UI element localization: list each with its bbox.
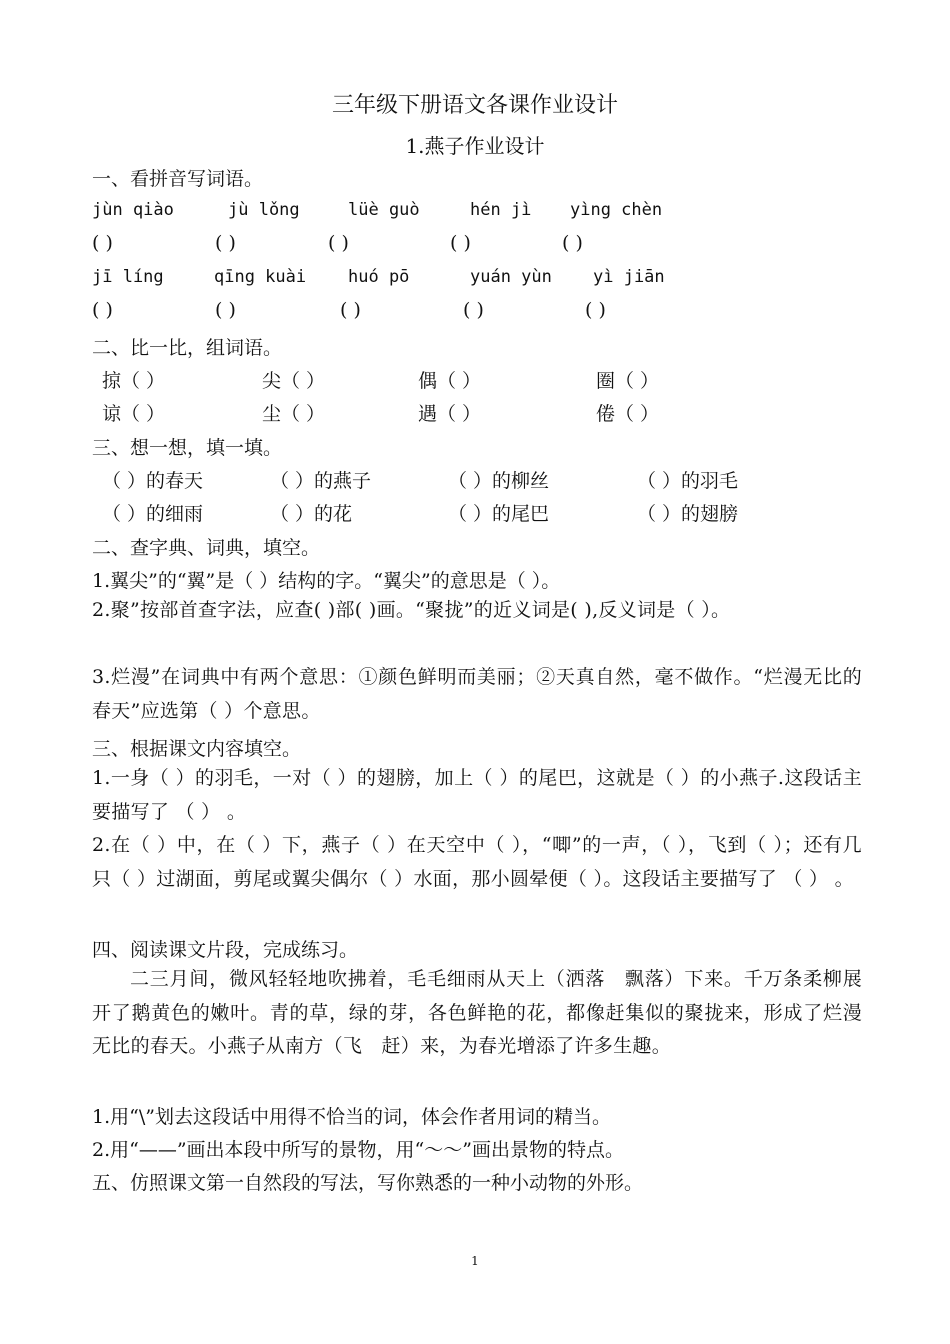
compare-item: 偶（ ） <box>418 370 482 392</box>
answer-blank: ( ) <box>562 232 583 254</box>
answer-blank: ( ) <box>463 299 484 321</box>
question-text: 1.一身（ ）的羽毛，一对（ ）的翅膀，加上（ ）的尾巴，这就是（ ）的小燕子.这段话主要描写了 （ ） 。 <box>92 767 862 823</box>
compare-item: 尘（ ） <box>262 403 326 425</box>
answer-blank: ( ) <box>340 299 361 321</box>
compare-item: 倦（ ） <box>596 403 660 425</box>
pinyin-item: yìng chèn <box>570 200 663 220</box>
fill-item: （ ）的尾巴 <box>448 503 550 525</box>
fill-item: （ ）的羽毛 <box>637 470 739 492</box>
fill-item: （ ）的春天 <box>102 470 204 492</box>
fill-item: （ ）的翅膀 <box>637 503 739 525</box>
fill-item: （ ）的花 <box>270 503 353 525</box>
question-text: 1.翼尖”的“翼”是（ ）结构的字。“翼尖”的意思是（ ）。 <box>92 570 561 592</box>
section-4-heading: 二、查字典、词典，填空。 <box>92 537 321 559</box>
compare-item: 圈（ ） <box>596 370 660 392</box>
page-number: 1 <box>471 1254 479 1268</box>
section-5-heading: 三、根据课文内容填空。 <box>92 738 302 760</box>
fill-item: （ ）的细雨 <box>102 503 204 525</box>
page-title: 三年级下册语文各课作业设计 <box>331 93 618 118</box>
pinyin-item: jī líng <box>92 267 164 287</box>
section-2-heading: 二、比一比，组词语。 <box>92 337 283 359</box>
pinyin-item: hén jì <box>470 200 532 220</box>
answer-blank: ( ) <box>215 232 236 254</box>
question-text: 1.用“\”划去这段话中用得不恰当的词，体会作者用词的精当。 <box>92 1106 611 1128</box>
fill-item: （ ）的燕子 <box>270 470 372 492</box>
answer-blank: ( ) <box>585 299 606 321</box>
question-text: 2.用“——”画出本段中所写的景物，用“～～”画出景物的特点。 <box>92 1139 624 1161</box>
pinyin-item: yì jiān <box>593 267 665 287</box>
answer-blank: ( ) <box>328 232 349 254</box>
pinyin-item: jù lǒng <box>228 200 300 220</box>
pinyin-item: lüè guò <box>348 200 420 220</box>
pinyin-item: qīng kuài <box>214 267 307 287</box>
section-6-heading: 四、阅读课文片段，完成练习。 <box>92 939 359 961</box>
question-text: 3.烂漫”在词典中有两个意思：①颜色鲜明而美丽；②天真自然，毫不做作。“烂漫无比的春天”应选第（ ）个意思。 <box>92 666 862 722</box>
compare-item: 掠（ ） <box>102 370 166 392</box>
fill-item: （ ）的柳丝 <box>448 470 550 492</box>
answer-blank: ( ) <box>92 299 113 321</box>
section-3-heading: 三、想一想，填一填。 <box>92 437 283 459</box>
question-text: 2.聚”按部首查字法，应查( )部( )画。“聚拢”的近义词是( ),反义词是（ ）。 <box>92 599 731 621</box>
pinyin-item: huó pō <box>348 267 410 287</box>
pinyin-item: yuán yùn <box>470 267 552 287</box>
answer-blank: ( ) <box>92 232 113 254</box>
compare-item: 遇（ ） <box>418 403 482 425</box>
compare-item: 谅（ ） <box>102 403 166 425</box>
compare-item: 尖（ ） <box>262 370 326 392</box>
pinyin-item: jùn qiào <box>92 200 174 220</box>
question-text: 2.在（ ）中，在（ ）下，燕子（ ）在天空中（ ），“唧”的一声，（ ），飞到（ ）；还有几只（ ）过湖面，剪尾或翼尖偶尔（ ）水面，那小圆晕便（ ）。这段话主要描写了 （ ） 。 <box>92 834 862 890</box>
section-7-heading: 五、仿照课文第一自然段的写法，写你熟悉的一种小动物的外形。 <box>92 1172 644 1194</box>
lesson-title: 1.燕子作业设计 <box>405 134 545 158</box>
reading-passage: 二三月间，微风轻轻地吹拂着，毛毛细雨从天上（洒落 飘落）下来。千万条柔柳展开了鹅黄色的嫩叶。青的草，绿的芽，各色鲜艳的花，都像赶集似的聚拢来，形成了烂漫无比的春天。小燕子从南方（飞 赶）来，为春光增添了许多生趣。 <box>92 968 862 1057</box>
answer-blank: ( ) <box>450 232 471 254</box>
answer-blank: ( ) <box>215 299 236 321</box>
section-1-heading: 一、看拼音写词语。 <box>92 168 264 190</box>
